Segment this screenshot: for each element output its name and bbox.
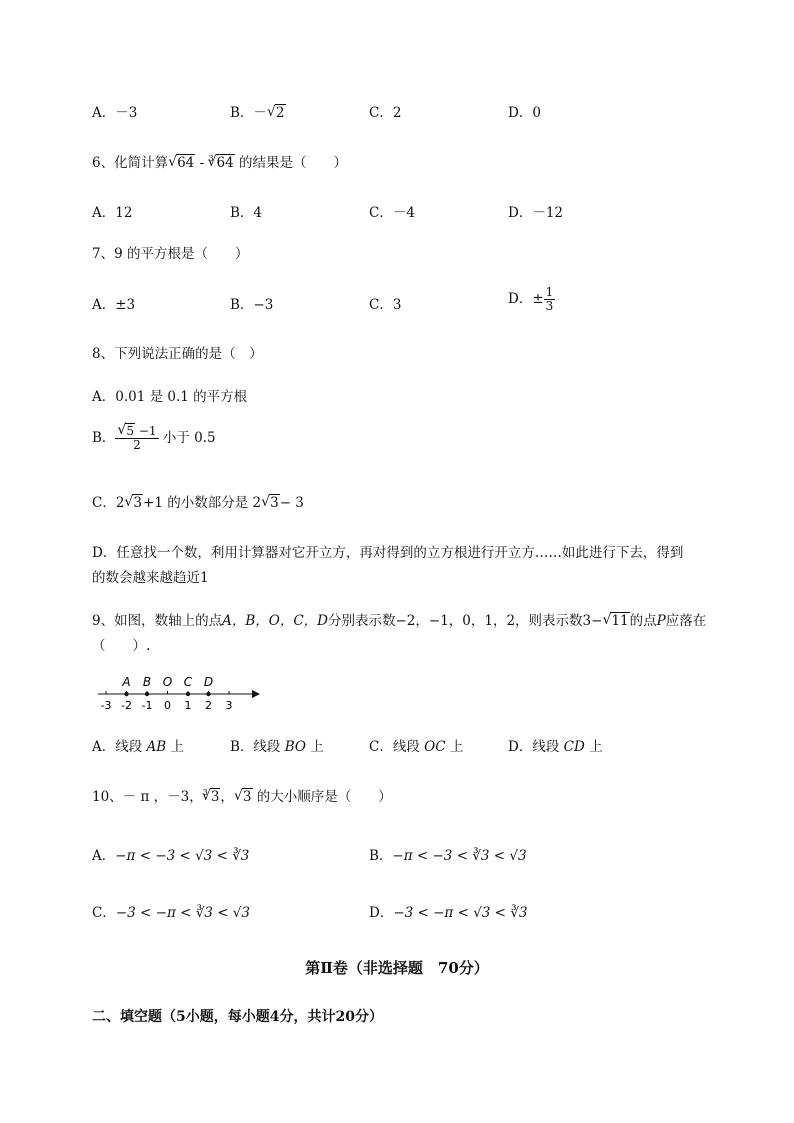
q8-option-d-line2: 的数会越来越趋近1 [92, 570, 209, 586]
radicand: 2 [275, 105, 285, 121]
q8-option-a: A．0.01 是 0.1 的平方根 [92, 389, 248, 405]
tick-label: -1 [141, 699, 153, 712]
q10-option-b: B．−π < −3 < ∛3 < √3 [369, 848, 527, 864]
question-8: 8、下列说法正确的是（ ） [92, 346, 263, 362]
q7-option-c: C．3 [369, 297, 402, 313]
q10-option-a: A．−π < −3 < √3 < ∛3 [92, 848, 250, 864]
point-marker [145, 692, 149, 696]
q10-option-d: D．−3 < −π < √3 < ∛3 [369, 905, 528, 921]
q8-option-d-line1: D．任意找一个数，利用计算器对它开立方，再对得到的立方根进行开立方……如此进行下去，得到 [92, 545, 684, 561]
tick-label: -2 [121, 699, 132, 712]
question-9-line2: （ ）. [92, 638, 151, 654]
q6-option-b: B．4 [230, 205, 263, 221]
tick-label: 3 [225, 699, 233, 712]
point-marker [124, 692, 128, 696]
section-2-title: 第Ⅱ卷（非选择题 70分） [305, 959, 489, 977]
question-6: 6、化简计算√ 64 - $^3$√ 64 的结果是（ ） [92, 151, 347, 171]
tick-label: 2 [205, 699, 212, 712]
q6-option-c: C．－4 [369, 205, 415, 221]
q9-option-a: A．线段 AB 上 [92, 739, 185, 755]
q5-option-a: A．－3 [92, 105, 138, 121]
tick-label: -3 [100, 699, 112, 712]
q6-option-a: A．12 [92, 205, 133, 221]
q9-option-b: B．线段 BO 上 [230, 739, 324, 755]
number-line-figure [92, 670, 272, 714]
q6-option-d: D．－12 [508, 205, 564, 221]
point-label: D [203, 675, 214, 689]
point-label: O [162, 675, 173, 689]
q10-option-c: C．−3 < −π < ∛3 < √3 [92, 905, 250, 921]
arrow-head-icon [252, 690, 260, 698]
tick-label: 1 [184, 699, 192, 712]
section-2-heading: 二、填空题（5小题，每小题4分，共计20分） [92, 1009, 383, 1025]
point-label: C [183, 675, 193, 689]
q5-option-b: B．－√ 2 [230, 101, 286, 121]
point-label: B [142, 675, 152, 689]
question-7: 7、9 的平方根是（ ） [92, 246, 249, 262]
tick-label: 0 [164, 699, 171, 712]
q7-option-a: A．±3 [92, 297, 136, 313]
q5-option-c: C．2 [369, 105, 402, 121]
question-9: 9、如图，数轴上的点A，B，O，C，D分别表示数−2，−1，0，1，2，则表示数3−√ 11的点P应落在 [92, 609, 706, 629]
q8-option-b: B． √ $\frac{5 -1}{2}$ 小于 0.5 [92, 425, 216, 452]
q9-option-c: C．线段 OC 上 [369, 739, 464, 755]
q7-option-b: B．−3 [230, 297, 274, 313]
q7-option-d: D．± $\frac{1}{3}$ [508, 285, 554, 313]
question-10: 10、－ π ，－3，$^3$√ 3，√ 3 的大小顺序是（ ） [92, 785, 392, 805]
q9-option-d: D．线段 CD 上 [508, 739, 603, 755]
point-label: A [122, 675, 131, 689]
point-marker [186, 692, 190, 696]
q8-option-c: C．2√ 3+1 的小数部分是 2√ 3− 3 [92, 491, 304, 511]
q5-option-d: D．0 [508, 105, 541, 121]
point-marker [206, 692, 210, 696]
